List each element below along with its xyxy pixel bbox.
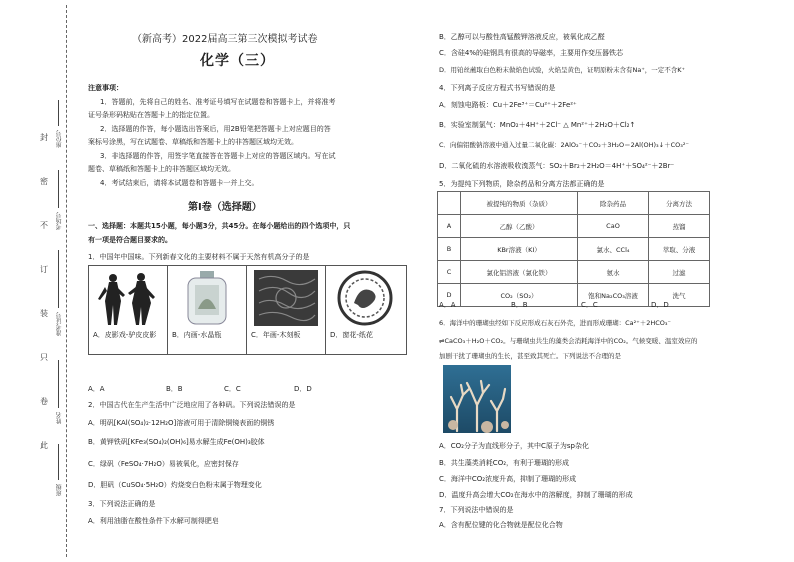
option: B．乙醇可以与酸性高锰酸钾溶液反应，被氧化成乙醛: [439, 33, 605, 41]
table-header-row: [438, 192, 710, 215]
notice-line: 题卷、草稿纸和答题卡上的非答题区域均无效。: [88, 165, 235, 173]
option: B．黄钾铁矾[KFe₃(SO₄)₂(OH)₆]易水解生成Fe(OH)₃胶体: [88, 438, 265, 446]
option: B．B: [166, 385, 183, 393]
binding-line: [66, 5, 67, 557]
notice-line: 案标号涂黑，写在试题卷、草稿纸和答题卡上的非答题区域均无效。: [88, 138, 298, 146]
option: A．刻蚀电路板：Cu＋2Fe³⁺＝Cu²⁺＋2Fe²⁺: [439, 101, 577, 109]
section-title: 第Ⅰ卷（选择题）: [188, 202, 262, 213]
exam-title: 化学（三）: [200, 53, 275, 69]
question-6-stem: 6．海洋中的珊瑚虫经如下反应形成石灰石外壳，进而形成珊瑚：Ca²⁺＋2HCO₃⁻: [439, 319, 671, 327]
option: A．A: [88, 385, 105, 393]
paper-cut-image: [332, 269, 398, 327]
figure-crystal-bottle: [167, 265, 249, 355]
table-row: [438, 238, 710, 261]
figure-caption: A．皮影戏-驴皮皮影: [93, 331, 157, 339]
shadow-puppet-image: [95, 269, 161, 327]
table-header-cell: 除杂药品: [578, 192, 649, 215]
notice-line: 1．答题前，先将自己的姓名、准考证号填写在试题卷和答题卡上，并将准考: [100, 98, 336, 106]
option: A．明矾[KAl(SO₄)₂·12H₂O]溶液可用于清除铜镜表面的铜锈: [88, 419, 275, 427]
option: B．共生藻类消耗CO₂，有利于珊瑚的形成: [439, 459, 570, 467]
question-1-stem: 1．中国年中国味。下列新春文化的主要材料不属于天然有机高分子的是: [88, 253, 310, 261]
option: D．温度升高会增大CO₂在海水中的溶解度，抑制了珊瑚的形成: [439, 491, 633, 499]
margin-char: 订: [40, 265, 48, 274]
question-7-stem: 7．下列说法中错误的是: [439, 506, 514, 514]
table-cell: CaO: [578, 215, 649, 238]
option: B．实验室制氯气：MnO₂＋4H⁺＋2Cl⁻ △ Mn²⁺＋2H₂O＋Cl₂↑: [439, 121, 636, 129]
notice-line: 2．选择题的作答，每小题选出答案后，用2B铅笔把答题卡上对应题目的答: [100, 125, 331, 133]
table-header-cell: 分离方法: [649, 192, 710, 215]
seat-number-label: 座位号: [56, 130, 63, 148]
exam-series-title: （新高考）2022届高三第三次模拟考试卷: [132, 34, 318, 45]
fill-line: [58, 444, 59, 480]
table-cell: CO₂（SO₂）: [461, 284, 578, 307]
figure-caption: D．窗花-纸花: [330, 331, 373, 339]
admission-number-label: 准考证号: [56, 312, 63, 336]
table-header-cell: [438, 192, 461, 215]
table-cell: 氯水、CCl₄: [578, 238, 649, 261]
table-cell: 洗气: [649, 284, 710, 307]
crystal-bottle-image: [174, 269, 240, 327]
option: D．D: [651, 301, 669, 309]
section-instruction: 有一项是符合题目要求的。: [88, 236, 172, 244]
table-cell: 蒸馏: [649, 215, 710, 238]
section-instruction: 一、选择题：本题共15小题，每小题3分，共45分。在每小题给出的四个选项中，只: [88, 222, 351, 230]
option: C．海洋中CO₂浓度升高，抑制了珊瑚的形成: [439, 475, 577, 483]
figure-caption: B．内画-水晶瓶: [172, 331, 222, 339]
notice-line: 证号条形码粘贴在答题卡上的指定位置。: [88, 111, 214, 119]
table-cell: 萃取、分液: [649, 238, 710, 261]
coral-photo: [443, 365, 511, 433]
table-row: [438, 261, 710, 284]
table-cell: A: [438, 215, 461, 238]
woodblock-image: [253, 269, 319, 327]
question-5-stem: 5．为提纯下列物质，除杂药品和分离方法都正确的是: [439, 180, 605, 188]
option: D．二氧化硫的水溶液吸收溴蒸气：SO₂＋Br₂＋2H₂O＝4H⁺＋SO₄²⁻＋2Br⁻: [439, 162, 675, 170]
option: C．含硅4%的硅钢具有很高的导磁率，主要用作变压器铁芯: [439, 49, 623, 57]
table-cell: D: [438, 284, 461, 307]
fill-line: [58, 170, 59, 208]
question-6-stem: ⇌CaCO₃＋H₂O＋CO₂。与珊瑚虫共生的藻类会消耗海洋中的CO₂。气候变暖、温室效应的: [439, 337, 698, 345]
table-row: [438, 215, 710, 238]
table-cell: 饱和Na₂CO₃溶液: [578, 284, 649, 307]
option: A．CO₂分子为直线形分子，其中C原子为sp杂化: [439, 442, 589, 450]
option: D．用铂丝蘸取白色粉末做焰色试验，火焰呈黄色，证明原粉末含有Na⁺，一定不含K⁺: [439, 66, 685, 74]
question-6-stem: 加剧干扰了珊瑚虫的生长，甚至致其死亡。下列说法不合理的是: [439, 352, 621, 360]
option: A．A: [439, 301, 456, 309]
option: C．C: [581, 301, 598, 309]
option: D．胆矾（CuSO₄·5H₂O）灼烧变白色粉末属于物理变化: [88, 481, 262, 489]
margin-char: 密: [40, 177, 48, 186]
table-header-cell: 被提纯的物质（杂质）: [461, 192, 578, 215]
table-cell: 乙醇（乙酸）: [461, 215, 578, 238]
figure-caption: C．年画-木刻板: [251, 331, 301, 339]
question-4-stem: 4．下列离子反应方程式书写错误的是: [439, 84, 556, 92]
option: C．向偏铝酸钠溶液中通入过量二氧化碳：2AlO₂⁻＋CO₂＋3H₂O＝2Al(OH)₃↓＋CO₃²⁻: [439, 141, 689, 149]
option: A．利用油脂在酸性条件下水解可制得肥皂: [88, 517, 219, 525]
option: B．B: [511, 301, 528, 309]
table-cell: 氨水: [578, 261, 649, 284]
table-cell: 氯化铝溶液（氯化铁）: [461, 261, 578, 284]
table-cell: B: [438, 238, 461, 261]
margin-char: 封: [40, 133, 48, 142]
exam-room-label: 考场号: [56, 212, 63, 230]
table-cell: 过滤: [649, 261, 710, 284]
option: A．含有配位键的化合物就是配位化合物: [439, 521, 563, 529]
option: C．绿矾（FeSO₄·7H₂O）易被氧化，应密封保存: [88, 460, 239, 468]
margin-char: 卷: [40, 397, 48, 406]
separation-table: [437, 191, 710, 307]
margin-char: 装: [40, 309, 48, 318]
question-3-stem: 3．下列说法正确的是: [88, 500, 156, 508]
fill-line: [58, 250, 59, 308]
table-cell: KBr溶液（KI）: [461, 238, 578, 261]
figure-paper-cut: [325, 265, 407, 355]
class-label: 班级: [56, 484, 63, 496]
question-2-stem: 2．中国古代在生产生活中广泛地应用了各种矾。下列说法错误的是: [88, 401, 296, 409]
name-label: 姓名: [56, 412, 63, 424]
notice-line: 3．非选择题的作答，用签字笔直接答在答题卡上对应的答题区域内。写在试: [100, 152, 336, 160]
margin-char: 只: [40, 353, 48, 362]
margin-char: 不: [40, 221, 48, 230]
notice-heading: 注意事项：: [88, 84, 123, 92]
fill-line: [58, 100, 59, 126]
figure-shadow-puppet: [88, 265, 170, 355]
fill-line: [58, 360, 59, 408]
option: C．C: [224, 385, 241, 393]
table-cell: C: [438, 261, 461, 284]
figure-woodblock: [246, 265, 328, 355]
notice-line: 4．考试结束后，请将本试题卷和答题卡一并上交。: [100, 179, 259, 187]
margin-char: 此: [40, 441, 48, 450]
option: D．D: [294, 385, 312, 393]
